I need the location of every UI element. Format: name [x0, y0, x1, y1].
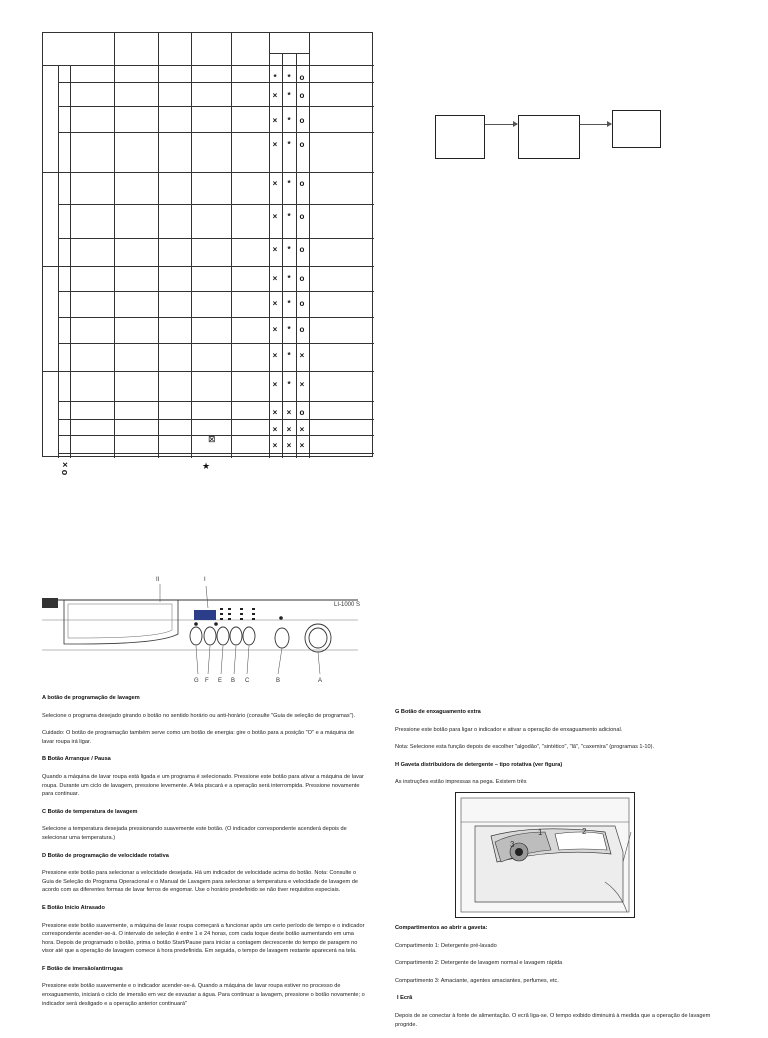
section-title: H Gaveta distribuidora de detergente – tipo rotativa (ver figura)	[395, 761, 563, 768]
panel-label-G: G	[194, 678, 199, 684]
paragraph: Selecione o programa desejado girando o botão no sentido horário ou anti-horário (consulte "Guia de seleção de programas").	[42, 712, 356, 719]
panel-label-B2: B	[276, 678, 281, 684]
table-cell-mark: o	[299, 179, 305, 188]
table-cell-mark: o	[299, 73, 305, 82]
section-compartments	[395, 924, 725, 985]
program-table	[42, 32, 373, 457]
panel-label-B1: B	[231, 678, 236, 684]
table-hline	[58, 453, 374, 454]
table-cell-mark: ×	[272, 299, 278, 308]
table-cell-mark: o	[299, 212, 305, 221]
table-hline	[58, 238, 374, 239]
panel-label-A: A	[318, 678, 323, 684]
table-cell-mark: o	[299, 140, 305, 149]
table-hline	[43, 266, 374, 267]
flow-box-3	[612, 110, 661, 148]
section-b	[42, 755, 367, 798]
table-cell-mark: ×	[286, 408, 292, 417]
section-title: E Botão Início Atrasado	[42, 904, 105, 911]
table-hline	[58, 435, 374, 436]
legend-rotated: × o	[60, 462, 70, 476]
flow-arrow-2	[580, 124, 611, 125]
table-cell-mark: ×	[286, 441, 292, 450]
table-hline	[58, 343, 374, 344]
table-cell-mark: *	[287, 91, 291, 100]
table-cell-mark: ×	[272, 408, 278, 417]
table-cell-mark: o	[299, 91, 305, 100]
section-a	[42, 694, 367, 746]
table-hline	[269, 53, 309, 54]
table-hline	[58, 132, 374, 133]
table-hline	[58, 401, 374, 402]
section-title: G Botão de enxaguamento extra	[395, 709, 481, 715]
table-hline	[58, 204, 374, 205]
table-cell-mark: ×	[272, 91, 278, 100]
table-cell-mark: ×	[299, 351, 305, 360]
table-hline	[58, 82, 374, 83]
right-column-bottom	[395, 924, 725, 1038]
section-f	[42, 965, 367, 1008]
table-vline	[70, 65, 71, 458]
legend-star: ★	[202, 461, 211, 471]
table-hline	[58, 106, 374, 107]
table-cell-mark: *	[287, 73, 291, 82]
table-vline	[296, 53, 297, 458]
table-cell-mark: *	[287, 179, 291, 188]
table-vline	[309, 33, 310, 458]
section-h	[395, 761, 725, 787]
flow-box-1	[435, 115, 485, 159]
table-cell-mark: ×	[272, 274, 278, 283]
table-hline	[58, 419, 374, 420]
section-title: B Botão Arranque / Pausa	[42, 756, 111, 763]
table-cell-mark: *	[287, 116, 291, 125]
paragraph: Cuidado: O botão de programação também serve como um botão de energia: gire o botão para a posição "O" e a máquina de lavar roupa irá ligar.	[42, 730, 355, 745]
panel-label-II: II	[156, 577, 160, 583]
table-hline	[58, 291, 374, 292]
paragraph: Quando a máquina de lavar roupa está ligada e um programa é selecionado. Pressione este botão para ativar a máquina de lavar roupa. Durante um ciclo de lavagem, pressione levemente. A tela piscará e a operação será interrompida. Pressione novamente para continuar.	[42, 773, 364, 798]
table-cell-mark: *	[287, 274, 291, 283]
panel-model: LI-1000 S	[334, 602, 361, 608]
table-cell-mark: *	[287, 140, 291, 149]
table-cell-mark: ×	[272, 212, 278, 221]
table-cell-mark: ×	[299, 441, 305, 450]
table-cell-mark: *	[287, 380, 291, 389]
table-cell-mark: o	[299, 325, 305, 334]
table-cell-mark: ×	[272, 351, 278, 360]
table-cell-mark: ×	[272, 425, 278, 434]
table-cell-mark: *	[273, 73, 277, 82]
table-hline	[43, 371, 374, 372]
section-title: A botão de programação de lavagem	[42, 695, 140, 701]
table-cell-mark: ×	[272, 441, 278, 450]
section-title: F Botão de imersão/antirrugas	[42, 965, 123, 972]
right-column-top	[395, 708, 725, 796]
detergent-drawer-figure	[455, 792, 635, 918]
section-title: C Botão de temperatura de lavagem	[42, 808, 138, 815]
table-cell-mark: *	[287, 245, 291, 254]
control-panel-drawing	[40, 574, 370, 690]
paragraph: Selecione a temperatura desejada pressionando suavemente este botão. (O indicador correspondente acenderá depois de selecionar uma temperatura.)	[42, 826, 347, 841]
table-hline	[43, 172, 374, 173]
table-cell-mark: o	[299, 408, 305, 417]
paragraph: Pressione este botão suavemente e o indicador acender-se-á. Quando a máquina de lavar roupa estiver no processo de enxaguamento, iniciará o ciclo de imersão em vez de esvaziar a água. Para continuar a lavagem, pressione o botão novamente; o indicador será desligado e a operação anterior continuará"	[42, 983, 365, 1007]
table-cell-mark: *	[287, 325, 291, 334]
table-cell-mark: o	[299, 116, 305, 125]
left-column	[42, 694, 367, 1017]
table-cell-mark: ×	[272, 140, 278, 149]
table-vline	[191, 33, 192, 458]
table-hline	[43, 65, 374, 66]
section-title: I Ecrã	[397, 995, 413, 1002]
table-cell-mark: ×	[272, 179, 278, 188]
section-c	[42, 808, 367, 843]
table-cell-mark: ×	[286, 425, 292, 434]
flow-arrow-1	[485, 124, 517, 125]
table-vline	[58, 65, 59, 458]
section-e	[42, 904, 367, 956]
paragraph: Pressione este botão para ligar o indicador e ativar a operação de enxaguamento adicional.	[395, 726, 623, 733]
paragraph: Pressione este botão para selecionar a velocidade desejada. Há um indicador de velocidade acima do botão. Nota: Consulte o Guia de Seleção do Programa Operacional e o Manual de Lavagem para selecionar a temperatura e velocidade de lavagem de acordo com as diferentes formas de lavar ferros de engomar. Use o horário predefinido se não tiver requisitos especiais.	[42, 870, 358, 894]
table-cell-mark: o	[299, 274, 305, 283]
panel-label-E: E	[218, 678, 223, 684]
flow-box-2	[518, 115, 580, 159]
table-vline	[231, 33, 232, 458]
table-cell-mark: ×	[272, 325, 278, 334]
table-cell-mark: ×	[272, 380, 278, 389]
paragraph: Pressione este botão suavemente, a máquina de lavar roupa começará a funcionar após um certo período de tempo e o indicador correspondente acender-se-á. O intervalo de seleção é entre 1 e 24 horas, com cada toque deste botão aumentando em uma hora. Depois de programado o botão, prima o botão Start/Pause para iniciar a contagem decrescente do tempo de paragem no visor até que a operação de lavagem comece à hora predefinida. Em seguida, o tempo de lavagem restante aparecerá na tela.	[42, 922, 365, 955]
table-cell-mark: ×	[299, 380, 305, 389]
panel-label-F: F	[205, 678, 209, 684]
drawer-label-1: 1	[538, 828, 543, 837]
drawer-label-2: 2	[582, 827, 587, 836]
table-cell-mark: o	[299, 245, 305, 254]
panel-label-C: C	[245, 678, 250, 684]
table-cell-mark: *	[287, 351, 291, 360]
box-x-icon: ⊠	[208, 434, 216, 444]
table-cell-mark: *	[287, 299, 291, 308]
section-g	[395, 708, 725, 752]
section-title: Compartimentos ao abrir a gaveta:	[395, 925, 488, 931]
table-cell-mark: o	[299, 299, 305, 308]
table-cell-mark: ×	[299, 425, 305, 434]
table-vline	[158, 33, 159, 458]
section-d	[42, 852, 367, 895]
table-cell-mark: ×	[272, 245, 278, 254]
table-vline	[282, 53, 283, 458]
compartment-item: Compartimento 2: Detergente de lavagem normal e lavagem rápida	[395, 960, 563, 967]
paragraph: Depois de se conectar à fonte de alimentação. O ecrã liga-se. O tempo exibido diminuirá à medida que a operação de lavagem progride.	[395, 1012, 711, 1028]
compartment-item: Compartimento 1: Detergente pré-lavado	[395, 942, 497, 949]
paragraph: Nota: Selecione esta função depois de escolher "algodão", "sintético", "lã", "caxemira" (programas 1-10).	[395, 744, 655, 751]
drawer-label-3: 3	[510, 840, 515, 849]
section-title: D Botão de programação de velocidade rotativa	[42, 852, 169, 859]
paragraph: As instruções estão impressas na pega. Existem três	[395, 779, 527, 786]
compartment-item: Compartimento 3: Amaciante, agentes amaciantes, perfumes, etc.	[395, 977, 559, 984]
table-cell-mark: ×	[272, 116, 278, 125]
panel-label-I: I	[204, 577, 206, 583]
table-vline	[114, 33, 115, 458]
table-hline	[58, 317, 374, 318]
table-cell-mark: *	[287, 212, 291, 221]
